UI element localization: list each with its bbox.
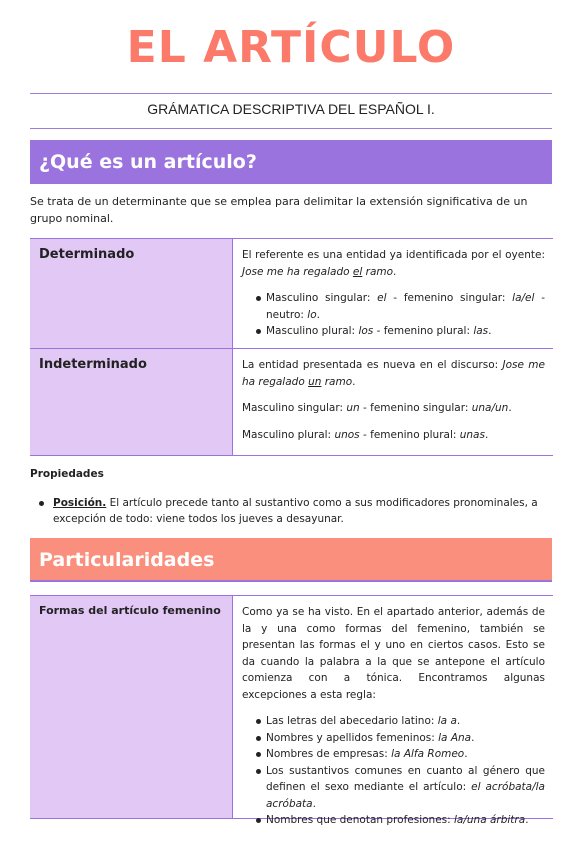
row-label-indeterminado: Indeterminado: [30, 349, 233, 455]
formas-femenino-paragraph: Como ya se ha visto. En el apartado anterior, además de la y una como formas del femenino, también se presentan las formas el y uno en ciertos casos. Esto se da cuando la palabra a la que se antepone el artículo comienza con a tónica. Encontramos algunas excepciones a esta regla:: [242, 606, 545, 701]
determinado-definition: El referente es una entidad ya identificada por el oyente: Jose me ha regalado el ramo.: [242, 249, 545, 278]
list-item: Las letras del abecedario latino: la a.: [256, 713, 545, 730]
indeterminado-singular: Masculino singular: un - femenino singular: una/un.: [242, 402, 512, 414]
indeterminado-plural: Masculino plural: unos - femenino plural: unas.: [242, 428, 489, 441]
table-row: [30, 349, 553, 456]
indeterminado-definition: La entidad presentada es nueva en el discurso: Jose me ha regalado un ramo.: [242, 359, 545, 388]
properties-heading: Propiedades: [30, 468, 104, 480]
list-item: Posición. El artículo precede tanto al sustantivo como a sus modificadores pronominales, a excepción de todo: viene todos los jueves a desayunar.: [38, 495, 538, 527]
page-title: EL ARTÍCULO: [126, 22, 456, 73]
page-subtitle: GRÁMATICA DESCRIPTIVA DEL ESPAÑOL I.: [147, 101, 435, 117]
table-row: [30, 238, 553, 349]
particularidades-table: [30, 595, 553, 826]
determinado-forms-list: [242, 290, 545, 340]
row-content-formas-femenino: [233, 596, 553, 826]
list-item: Masculino plural: los - femenino plural: las.: [256, 323, 545, 340]
list-item: Los sustantivos comunes en cuanto al género que definen el sexo mediante el artículo: el acróbata/la acróbata.: [256, 763, 545, 813]
exceptions-list: [242, 713, 545, 829]
properties-list: [38, 495, 538, 527]
row-label-determinado: Determinado: [30, 239, 233, 348]
section-heading-particularidades: Particularidades: [30, 538, 552, 582]
row-content-determinado: [233, 239, 553, 348]
top-divider: [30, 93, 552, 94]
list-item: Nombres que denotan profesiones: la/una árbitra.: [256, 812, 545, 829]
row-label-formas-femenino: Formas del artículo femenino: [30, 596, 233, 818]
section-heading-que-es: ¿Qué es un artículo?: [30, 140, 552, 184]
list-item: Nombres y apellidos femeninos: la Ana.: [256, 730, 545, 747]
articulo-table: [30, 238, 553, 456]
list-item: Masculino singular: el - femenino singular: la/el - neutro: lo.: [256, 290, 545, 323]
intro-paragraph: Se trata de un determinante que se emplea para delimitar la extensión significativa de un grupo nominal.: [30, 195, 528, 225]
table-row: [30, 595, 553, 826]
subtitle-divider: [30, 128, 552, 129]
row-content-indeterminado: [233, 349, 553, 455]
list-item: Nombres de empresas: la Alfa Romeo.: [256, 746, 545, 763]
